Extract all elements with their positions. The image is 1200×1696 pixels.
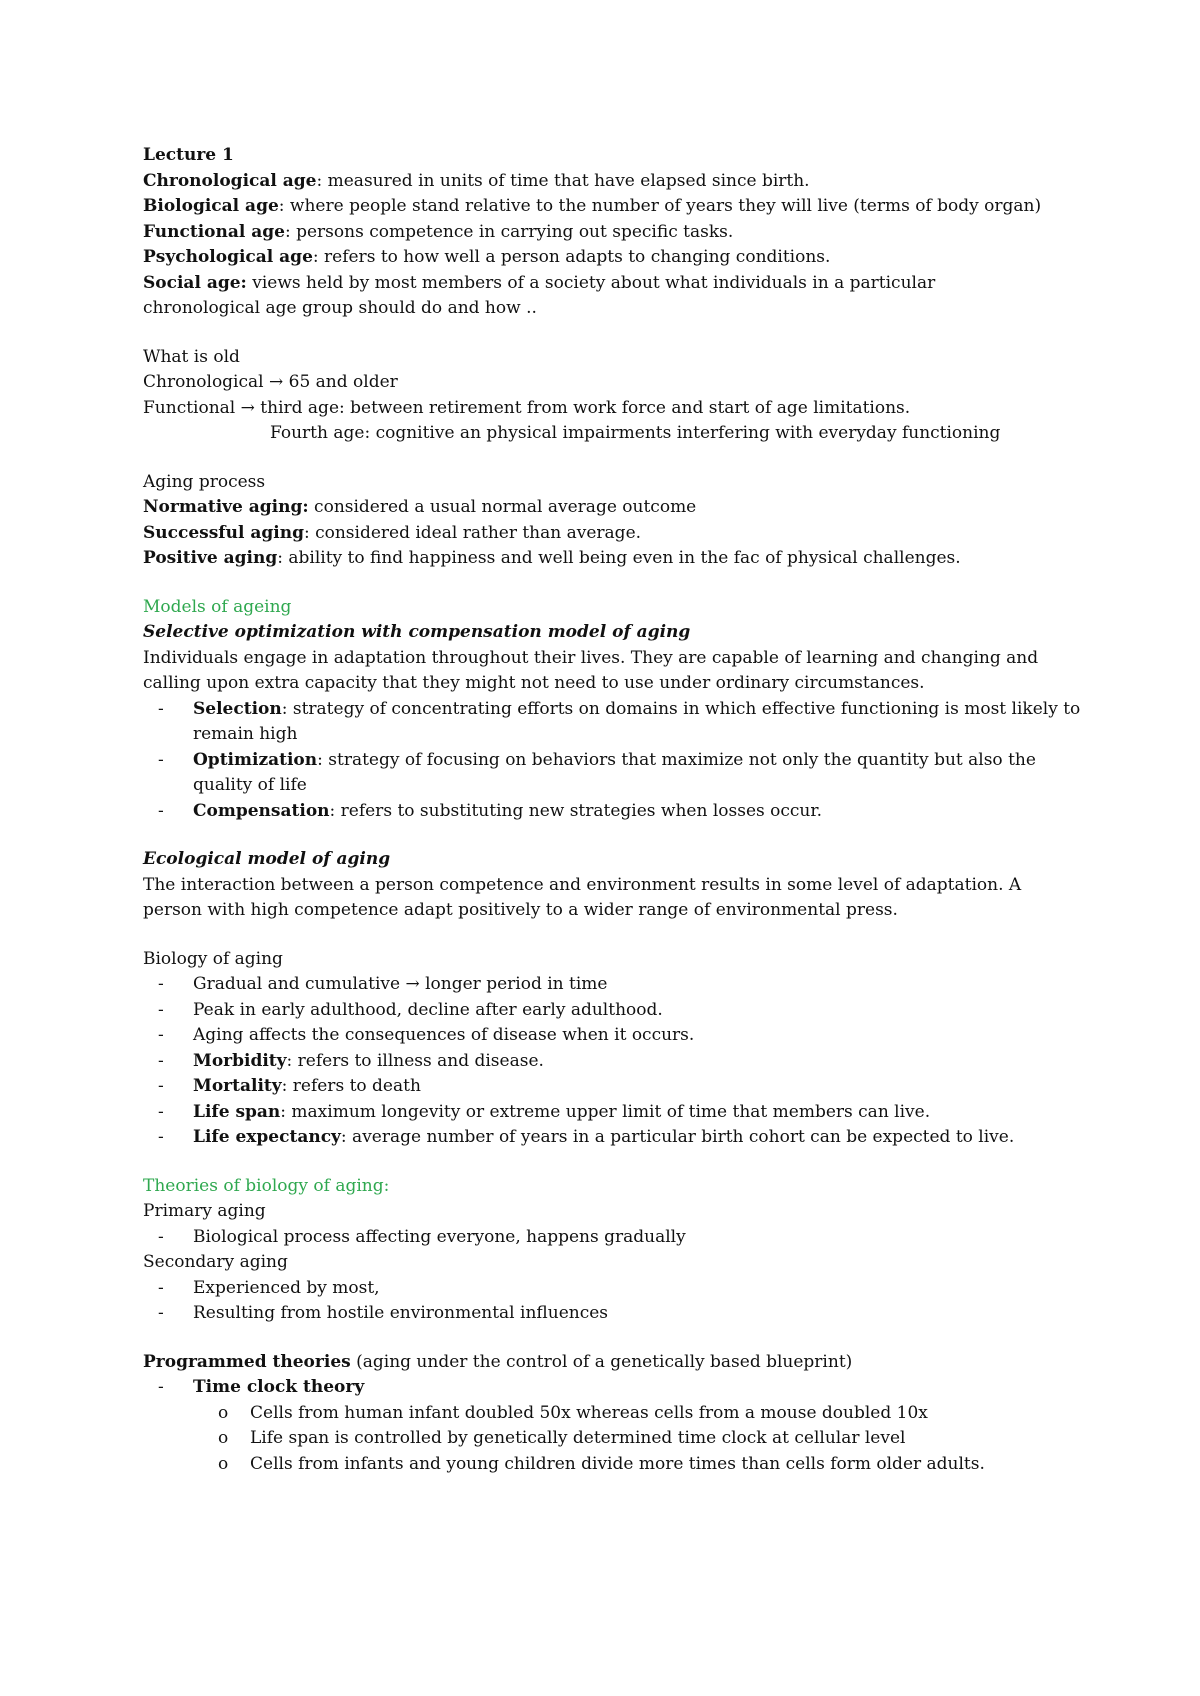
what-is-old-heading: What is old bbox=[143, 346, 240, 367]
sub-list-item: o Cells from human infant doubled 50x whereas cells from a mouse doubled 10x bbox=[218, 1402, 928, 1423]
list-item: - Selection: strategy of concentrating efforts on domains in which effective functioning is most likely to remain high bbox=[158, 698, 1081, 744]
list-item: - Morbidity: refers to illness and disease. bbox=[158, 1050, 544, 1071]
list-item: - Life span: maximum longevity or extreme upper limit of time that members can live. bbox=[158, 1101, 931, 1122]
list-item: - Optimization: strategy of focusing on behaviors that maximize not only the quantity but also the quality of life bbox=[158, 749, 1036, 795]
list-item: - Aging affects the consequences of disease when it occurs. bbox=[158, 1025, 695, 1045]
theories-heading: Theories of biology of aging: bbox=[143, 1175, 390, 1196]
what-is-old-chronological: Chronological → 65 and older bbox=[143, 372, 398, 392]
def-social-age: Social age: views held by most members of a society about what individuals in a particular bbox=[143, 272, 936, 293]
soc-paragraph-line: calling upon extra capacity that they might not need to use under ordinary circumstances. bbox=[143, 673, 925, 693]
secondary-aging-label: Secondary aging bbox=[143, 1252, 288, 1272]
lecture-title: Lecture 1 bbox=[143, 145, 234, 165]
list-item: - Compensation: refers to substituting new strategies when losses occur. bbox=[158, 800, 823, 821]
soc-paragraph-line: Individuals engage in adaptation throughout their lives. They are capable of learning and changing and bbox=[143, 647, 1039, 668]
list-item: - Experienced by most, bbox=[158, 1277, 380, 1298]
list-item: - Mortality: refers to death bbox=[158, 1076, 421, 1096]
def-functional-age: Functional age: persons competence in carrying out specific tasks. bbox=[143, 221, 734, 242]
programmed-theories: Programmed theories (aging under the control of a genetically based blueprint) bbox=[143, 1351, 853, 1372]
soc-model-title: Selective optimization with compensation model of aging bbox=[143, 622, 691, 642]
eco-paragraph-line: person with high competence adapt positively to a wider range of environmental press. bbox=[143, 900, 898, 920]
list-item: - Gradual and cumulative → longer period in time bbox=[158, 974, 608, 994]
sub-list-item: o Life span is controlled by genetically determined time clock at cellular level bbox=[218, 1428, 906, 1448]
biology-heading: Biology of aging bbox=[143, 948, 283, 969]
positive-aging: Positive aging: ability to find happiness and well being even in the fac of physical challenges. bbox=[143, 548, 961, 568]
list-item: - Life expectancy: average number of years in a particular birth cohort can be expected to live. bbox=[158, 1127, 1015, 1147]
models-heading: Models of ageing bbox=[143, 596, 292, 617]
def-social-age-cont: chronological age group should do and how .. bbox=[143, 298, 537, 318]
primary-aging-label: Primary aging bbox=[143, 1201, 266, 1221]
def-biological-age: Biological age: where people stand relative to the number of years they will live (terms of body organ) bbox=[143, 196, 1042, 216]
aging-process-heading: Aging process bbox=[143, 471, 266, 492]
eco-paragraph-line: The interaction between a person competence and environment results in some level of adaptation. A bbox=[143, 874, 1022, 895]
list-item: - Peak in early adulthood, decline after early adulthood. bbox=[158, 999, 663, 1020]
sub-list-item: o Cells from infants and young children divide more times than cells form older adults. bbox=[218, 1453, 985, 1474]
document-page bbox=[143, 143, 1083, 1477]
list-item: - Biological process affecting everyone, happens gradually bbox=[158, 1226, 686, 1247]
def-psychological-age: Psychological age: refers to how well a person adapts to changing conditions. bbox=[143, 247, 831, 267]
ecological-model-title: Ecological model of aging bbox=[143, 849, 391, 869]
list-item: - Resulting from hostile environmental influences bbox=[158, 1303, 609, 1323]
normative-aging: Normative aging: considered a usual normal average outcome bbox=[143, 497, 697, 517]
def-chronological-age: Chronological age: measured in units of time that have elapsed since birth. bbox=[143, 170, 810, 191]
successful-aging: Successful aging: considered ideal rather than average. bbox=[143, 522, 642, 543]
what-is-old-functional: Functional → third age: between retirement from work force and start of age limitations. bbox=[143, 397, 911, 418]
time-clock-theory: - Time clock theory bbox=[158, 1377, 365, 1397]
what-is-old-fourth-age: Fourth age: cognitive an physical impairments interfering with everyday functioning bbox=[270, 423, 1001, 443]
